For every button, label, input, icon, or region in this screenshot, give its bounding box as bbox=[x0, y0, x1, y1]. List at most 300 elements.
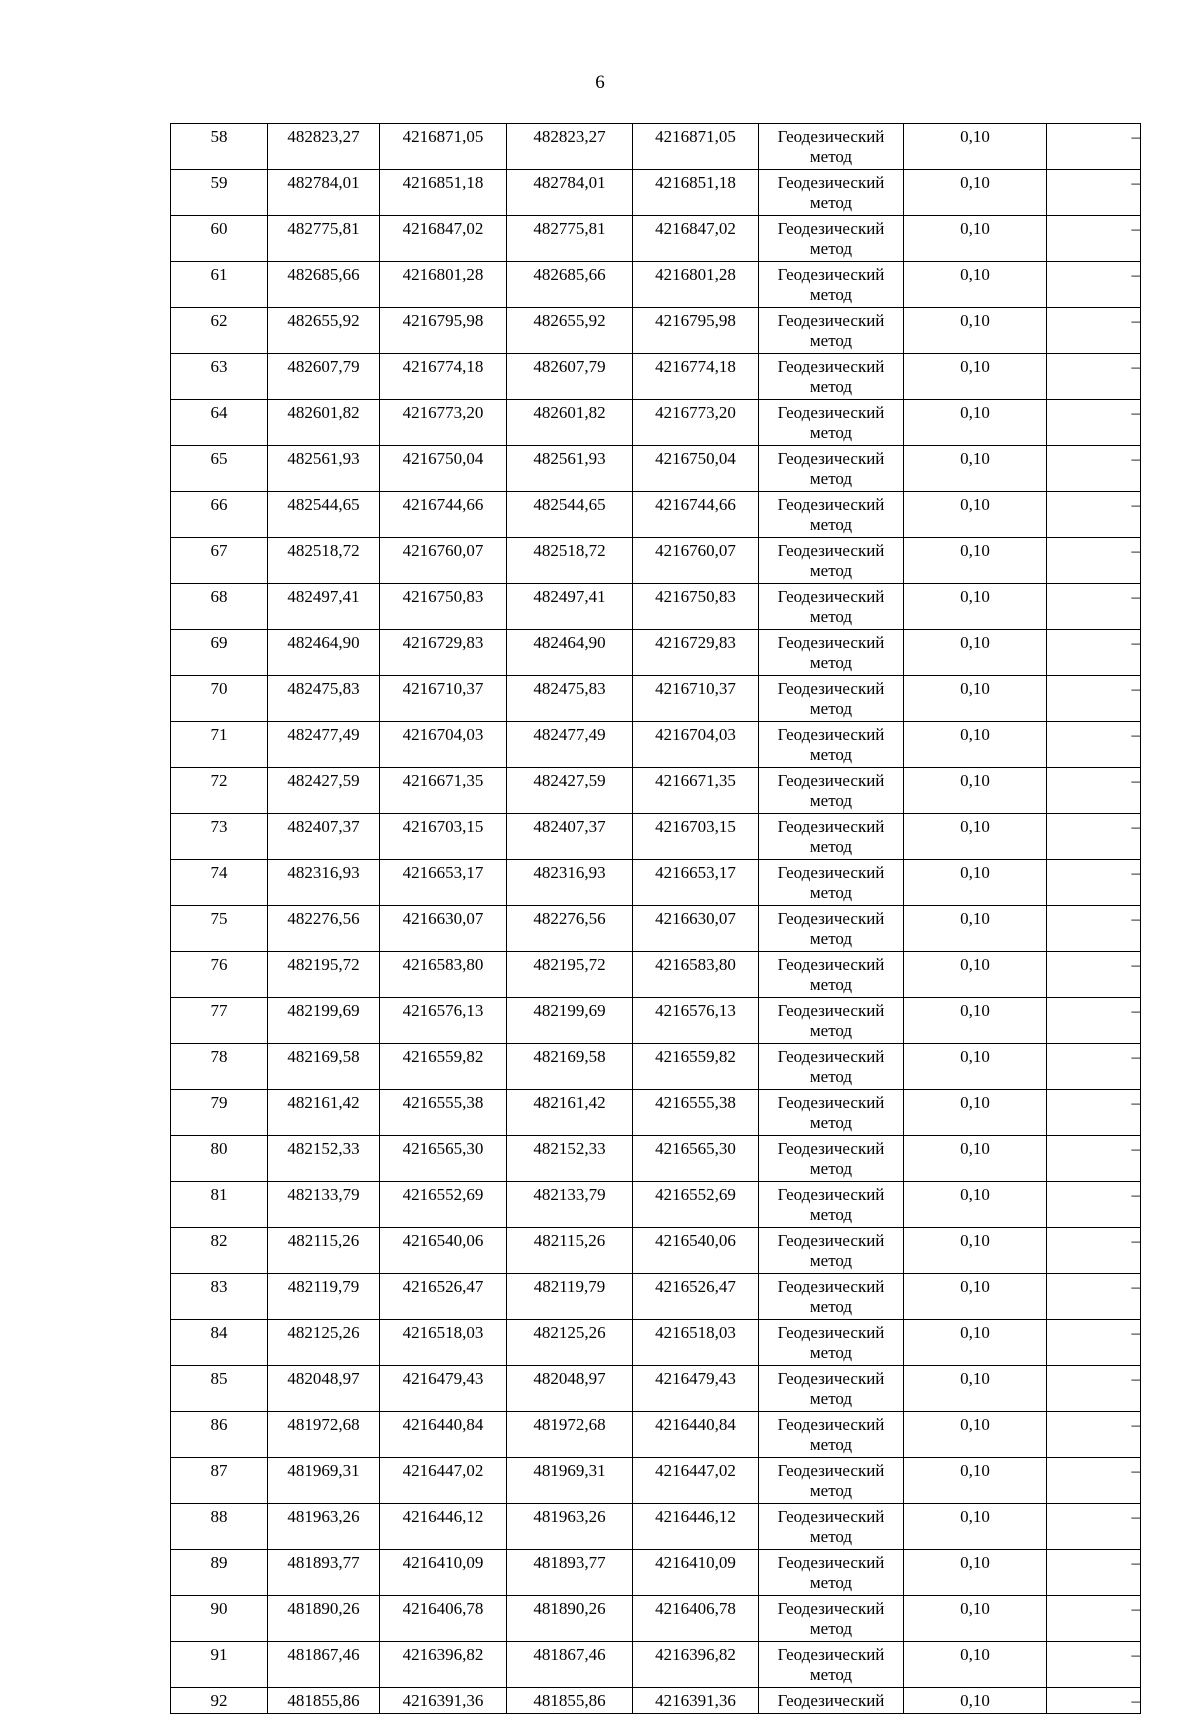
method-line-2: метод bbox=[809, 1113, 853, 1132]
existing-x-cell: 482427,59 bbox=[268, 768, 380, 814]
description-cell: – bbox=[1047, 446, 1141, 492]
method-cell bbox=[759, 1596, 904, 1642]
existing-y-cell: 4216518,03 bbox=[380, 1320, 507, 1366]
existing-x-cell: 482477,49 bbox=[268, 722, 380, 768]
method-cell bbox=[759, 1688, 904, 1714]
coordinates-table bbox=[170, 123, 1141, 1714]
coordinates-table-body bbox=[171, 124, 1141, 1714]
point-number-cell: 76 bbox=[171, 952, 268, 998]
refined-x-cell: 481893,77 bbox=[507, 1550, 633, 1596]
method-line-2: метод bbox=[809, 607, 853, 626]
table-row bbox=[171, 400, 1141, 446]
description-cell: – bbox=[1047, 1182, 1141, 1228]
table-row bbox=[171, 1274, 1141, 1320]
existing-x-cell: 482544,65 bbox=[268, 492, 380, 538]
description-cell: – bbox=[1047, 630, 1141, 676]
table-row bbox=[171, 1688, 1141, 1714]
method-cell bbox=[759, 216, 904, 262]
description-cell: – bbox=[1047, 1504, 1141, 1550]
point-number-cell: 82 bbox=[171, 1228, 268, 1274]
table-row bbox=[171, 1182, 1141, 1228]
method-line-1: Геодезический bbox=[777, 955, 885, 974]
accuracy-cell: 0,10 bbox=[904, 1044, 1047, 1090]
description-cell: – bbox=[1047, 538, 1141, 584]
refined-y-cell: 4216552,69 bbox=[633, 1182, 759, 1228]
description-cell: – bbox=[1047, 1366, 1141, 1412]
refined-y-cell: 4216851,18 bbox=[633, 170, 759, 216]
refined-x-cell: 482823,27 bbox=[507, 124, 633, 170]
point-number-cell: 69 bbox=[171, 630, 268, 676]
table-row bbox=[171, 170, 1141, 216]
table-row bbox=[171, 584, 1141, 630]
description-cell: – bbox=[1047, 1090, 1141, 1136]
existing-y-cell: 4216410,09 bbox=[380, 1550, 507, 1596]
accuracy-cell: 0,10 bbox=[904, 998, 1047, 1044]
method-line-2: метод bbox=[809, 239, 853, 258]
method-line-1: Геодезический bbox=[777, 817, 885, 836]
refined-y-cell: 4216871,05 bbox=[633, 124, 759, 170]
method-line-1: Геодезический bbox=[777, 771, 885, 790]
refined-x-cell: 481972,68 bbox=[507, 1412, 633, 1458]
method-line-2: метод bbox=[809, 331, 853, 350]
method-cell bbox=[759, 768, 904, 814]
method-cell bbox=[759, 400, 904, 446]
existing-x-cell: 482464,90 bbox=[268, 630, 380, 676]
description-cell: – bbox=[1047, 1274, 1141, 1320]
accuracy-cell: 0,10 bbox=[904, 1550, 1047, 1596]
method-cell bbox=[759, 1642, 904, 1688]
point-number-cell: 90 bbox=[171, 1596, 268, 1642]
refined-y-cell: 4216795,98 bbox=[633, 308, 759, 354]
refined-y-cell: 4216630,07 bbox=[633, 906, 759, 952]
table-row bbox=[171, 1642, 1141, 1688]
existing-y-cell: 4216750,04 bbox=[380, 446, 507, 492]
refined-x-cell: 482195,72 bbox=[507, 952, 633, 998]
method-line-1: Геодезический bbox=[777, 633, 885, 652]
method-line-1: Геодезический bbox=[777, 173, 885, 192]
existing-y-cell: 4216750,83 bbox=[380, 584, 507, 630]
refined-y-cell: 4216750,04 bbox=[633, 446, 759, 492]
existing-x-cell: 481855,86 bbox=[268, 1688, 380, 1714]
refined-x-cell: 481969,31 bbox=[507, 1458, 633, 1504]
existing-y-cell: 4216446,12 bbox=[380, 1504, 507, 1550]
method-line-2: метод bbox=[809, 147, 853, 166]
refined-y-cell: 4216729,83 bbox=[633, 630, 759, 676]
method-line-2: метод bbox=[809, 791, 853, 810]
method-line-2: метод bbox=[809, 1343, 853, 1362]
refined-y-cell: 4216559,82 bbox=[633, 1044, 759, 1090]
existing-y-cell: 4216710,37 bbox=[380, 676, 507, 722]
method-line-2: метод bbox=[809, 285, 853, 304]
table-row bbox=[171, 308, 1141, 354]
method-cell bbox=[759, 354, 904, 400]
existing-y-cell: 4216729,83 bbox=[380, 630, 507, 676]
table-row bbox=[171, 1458, 1141, 1504]
point-number-cell: 78 bbox=[171, 1044, 268, 1090]
table-row bbox=[171, 1504, 1141, 1550]
existing-y-cell: 4216760,07 bbox=[380, 538, 507, 584]
point-number-cell: 79 bbox=[171, 1090, 268, 1136]
point-number-cell: 64 bbox=[171, 400, 268, 446]
table-row bbox=[171, 446, 1141, 492]
method-line-2: метод bbox=[809, 653, 853, 672]
description-cell: – bbox=[1047, 170, 1141, 216]
description-cell: – bbox=[1047, 1136, 1141, 1182]
method-line-1: Геодезический bbox=[777, 1323, 885, 1342]
existing-y-cell: 4216447,02 bbox=[380, 1458, 507, 1504]
existing-x-cell: 481893,77 bbox=[268, 1550, 380, 1596]
accuracy-cell: 0,10 bbox=[904, 768, 1047, 814]
point-number-cell: 67 bbox=[171, 538, 268, 584]
refined-x-cell: 482199,69 bbox=[507, 998, 633, 1044]
accuracy-cell: 0,10 bbox=[904, 1320, 1047, 1366]
description-cell: – bbox=[1047, 308, 1141, 354]
method-line-2: метод bbox=[809, 1159, 853, 1178]
method-line-1: Геодезический bbox=[777, 1599, 885, 1618]
accuracy-cell: 0,10 bbox=[904, 860, 1047, 906]
table-row bbox=[171, 860, 1141, 906]
method-cell bbox=[759, 1228, 904, 1274]
existing-y-cell: 4216871,05 bbox=[380, 124, 507, 170]
existing-x-cell: 482655,92 bbox=[268, 308, 380, 354]
existing-y-cell: 4216630,07 bbox=[380, 906, 507, 952]
point-number-cell: 60 bbox=[171, 216, 268, 262]
method-line-2: метод bbox=[809, 1205, 853, 1224]
description-cell: – bbox=[1047, 814, 1141, 860]
accuracy-cell: 0,10 bbox=[904, 1688, 1047, 1714]
existing-x-cell: 482784,01 bbox=[268, 170, 380, 216]
description-cell: – bbox=[1047, 1642, 1141, 1688]
existing-x-cell: 482407,37 bbox=[268, 814, 380, 860]
point-number-cell: 91 bbox=[171, 1642, 268, 1688]
refined-x-cell: 482133,79 bbox=[507, 1182, 633, 1228]
refined-y-cell: 4216774,18 bbox=[633, 354, 759, 400]
refined-x-cell: 482518,72 bbox=[507, 538, 633, 584]
existing-y-cell: 4216440,84 bbox=[380, 1412, 507, 1458]
existing-x-cell: 481890,26 bbox=[268, 1596, 380, 1642]
point-number-cell: 62 bbox=[171, 308, 268, 354]
refined-y-cell: 4216540,06 bbox=[633, 1228, 759, 1274]
method-line-1: Геодезический bbox=[777, 1047, 885, 1066]
existing-x-cell: 482161,42 bbox=[268, 1090, 380, 1136]
accuracy-cell: 0,10 bbox=[904, 308, 1047, 354]
refined-y-cell: 4216704,03 bbox=[633, 722, 759, 768]
method-cell bbox=[759, 538, 904, 584]
refined-y-cell: 4216446,12 bbox=[633, 1504, 759, 1550]
method-line-1: Геодезический bbox=[777, 541, 885, 560]
method-cell bbox=[759, 492, 904, 538]
method-line-1: Геодезический bbox=[777, 1645, 885, 1664]
accuracy-cell: 0,10 bbox=[904, 124, 1047, 170]
existing-x-cell: 481867,46 bbox=[268, 1642, 380, 1688]
refined-x-cell: 482316,93 bbox=[507, 860, 633, 906]
method-line-1: Геодезический bbox=[777, 1231, 885, 1250]
method-cell bbox=[759, 170, 904, 216]
existing-x-cell: 482316,93 bbox=[268, 860, 380, 906]
existing-x-cell: 482119,79 bbox=[268, 1274, 380, 1320]
existing-x-cell: 482133,79 bbox=[268, 1182, 380, 1228]
point-number-cell: 80 bbox=[171, 1136, 268, 1182]
accuracy-cell: 0,10 bbox=[904, 676, 1047, 722]
refined-y-cell: 4216576,13 bbox=[633, 998, 759, 1044]
refined-y-cell: 4216773,20 bbox=[633, 400, 759, 446]
refined-x-cell: 482544,65 bbox=[507, 492, 633, 538]
refined-y-cell: 4216801,28 bbox=[633, 262, 759, 308]
existing-y-cell: 4216773,20 bbox=[380, 400, 507, 446]
existing-y-cell: 4216576,13 bbox=[380, 998, 507, 1044]
table-row bbox=[171, 538, 1141, 584]
refined-x-cell: 482561,93 bbox=[507, 446, 633, 492]
refined-x-cell: 482685,66 bbox=[507, 262, 633, 308]
description-cell: – bbox=[1047, 1044, 1141, 1090]
method-cell bbox=[759, 998, 904, 1044]
description-cell: – bbox=[1047, 722, 1141, 768]
point-number-cell: 73 bbox=[171, 814, 268, 860]
accuracy-cell: 0,10 bbox=[904, 630, 1047, 676]
method-line-2: метод bbox=[809, 929, 853, 948]
refined-x-cell: 481867,46 bbox=[507, 1642, 633, 1688]
existing-y-cell: 4216526,47 bbox=[380, 1274, 507, 1320]
method-line-2: метод bbox=[809, 1297, 853, 1316]
method-line-1: Геодезический bbox=[777, 403, 885, 422]
method-line-1: Геодезический bbox=[777, 1277, 885, 1296]
method-line-1: Геодезический bbox=[777, 1139, 885, 1158]
method-line-1: Геодезический bbox=[777, 1369, 885, 1388]
existing-y-cell: 4216704,03 bbox=[380, 722, 507, 768]
table-row bbox=[171, 354, 1141, 400]
accuracy-cell: 0,10 bbox=[904, 1090, 1047, 1136]
refined-y-cell: 4216703,15 bbox=[633, 814, 759, 860]
existing-y-cell: 4216583,80 bbox=[380, 952, 507, 998]
refined-y-cell: 4216653,17 bbox=[633, 860, 759, 906]
refined-x-cell: 482477,49 bbox=[507, 722, 633, 768]
point-number-cell: 61 bbox=[171, 262, 268, 308]
method-cell bbox=[759, 1182, 904, 1228]
refined-x-cell: 482601,82 bbox=[507, 400, 633, 446]
accuracy-cell: 0,10 bbox=[904, 492, 1047, 538]
method-line-1: Геодезический bbox=[777, 725, 885, 744]
method-cell bbox=[759, 1044, 904, 1090]
existing-y-cell: 4216479,43 bbox=[380, 1366, 507, 1412]
existing-y-cell: 4216396,82 bbox=[380, 1642, 507, 1688]
method-cell bbox=[759, 952, 904, 998]
method-line-2: метод bbox=[809, 1389, 853, 1408]
refined-x-cell: 482655,92 bbox=[507, 308, 633, 354]
table-row bbox=[171, 952, 1141, 998]
table-row bbox=[171, 216, 1141, 262]
method-line-1: Геодезический bbox=[777, 1093, 885, 1112]
existing-y-cell: 4216653,17 bbox=[380, 860, 507, 906]
table-row bbox=[171, 1320, 1141, 1366]
method-line-2: метод bbox=[809, 883, 853, 902]
existing-x-cell: 482199,69 bbox=[268, 998, 380, 1044]
refined-x-cell: 482607,79 bbox=[507, 354, 633, 400]
method-line-2: метод bbox=[809, 515, 853, 534]
accuracy-cell: 0,10 bbox=[904, 952, 1047, 998]
description-cell: – bbox=[1047, 860, 1141, 906]
method-line-2: метод bbox=[809, 1481, 853, 1500]
description-cell: – bbox=[1047, 216, 1141, 262]
description-cell: – bbox=[1047, 1688, 1141, 1714]
description-cell: – bbox=[1047, 1320, 1141, 1366]
method-line-1: Геодезический bbox=[777, 265, 885, 284]
method-line-2: метод bbox=[809, 423, 853, 442]
method-cell bbox=[759, 1504, 904, 1550]
existing-x-cell: 482475,83 bbox=[268, 676, 380, 722]
existing-x-cell: 482561,93 bbox=[268, 446, 380, 492]
method-line-2: метод bbox=[809, 1067, 853, 1086]
accuracy-cell: 0,10 bbox=[904, 1182, 1047, 1228]
existing-y-cell: 4216795,98 bbox=[380, 308, 507, 354]
accuracy-cell: 0,10 bbox=[904, 446, 1047, 492]
description-cell: – bbox=[1047, 998, 1141, 1044]
existing-x-cell: 482276,56 bbox=[268, 906, 380, 952]
description-cell: – bbox=[1047, 676, 1141, 722]
refined-x-cell: 482784,01 bbox=[507, 170, 633, 216]
existing-x-cell: 482775,81 bbox=[268, 216, 380, 262]
existing-x-cell: 482125,26 bbox=[268, 1320, 380, 1366]
existing-x-cell: 481972,68 bbox=[268, 1412, 380, 1458]
method-cell bbox=[759, 1320, 904, 1366]
accuracy-cell: 0,10 bbox=[904, 1228, 1047, 1274]
description-cell: – bbox=[1047, 1596, 1141, 1642]
method-cell bbox=[759, 1274, 904, 1320]
existing-x-cell: 482601,82 bbox=[268, 400, 380, 446]
method-line-2: метод bbox=[809, 1021, 853, 1040]
existing-y-cell: 4216565,30 bbox=[380, 1136, 507, 1182]
table-row bbox=[171, 1136, 1141, 1182]
point-number-cell: 59 bbox=[171, 170, 268, 216]
table-row bbox=[171, 722, 1141, 768]
method-line-1: Геодезический bbox=[777, 679, 885, 698]
description-cell: – bbox=[1047, 906, 1141, 952]
point-number-cell: 88 bbox=[171, 1504, 268, 1550]
description-cell: – bbox=[1047, 768, 1141, 814]
existing-y-cell: 4216744,66 bbox=[380, 492, 507, 538]
point-number-cell: 70 bbox=[171, 676, 268, 722]
existing-y-cell: 4216552,69 bbox=[380, 1182, 507, 1228]
table-row bbox=[171, 1044, 1141, 1090]
method-cell bbox=[759, 722, 904, 768]
refined-x-cell: 482048,97 bbox=[507, 1366, 633, 1412]
existing-y-cell: 4216851,18 bbox=[380, 170, 507, 216]
method-line-1: Геодезический bbox=[777, 1553, 885, 1572]
method-line-1: Геодезический bbox=[777, 127, 885, 146]
existing-x-cell: 482169,58 bbox=[268, 1044, 380, 1090]
refined-y-cell: 4216555,38 bbox=[633, 1090, 759, 1136]
accuracy-cell: 0,10 bbox=[904, 1412, 1047, 1458]
table-row bbox=[171, 676, 1141, 722]
method-cell bbox=[759, 584, 904, 630]
method-cell bbox=[759, 814, 904, 860]
refined-y-cell: 4216406,78 bbox=[633, 1596, 759, 1642]
description-cell: – bbox=[1047, 1412, 1141, 1458]
accuracy-cell: 0,10 bbox=[904, 1504, 1047, 1550]
method-cell bbox=[759, 446, 904, 492]
existing-x-cell: 481963,26 bbox=[268, 1504, 380, 1550]
refined-y-cell: 4216565,30 bbox=[633, 1136, 759, 1182]
refined-y-cell: 4216847,02 bbox=[633, 216, 759, 262]
table-row bbox=[171, 1090, 1141, 1136]
method-line-1: Геодезический bbox=[777, 1507, 885, 1526]
method-line-2: метод bbox=[809, 1251, 853, 1270]
method-line-1: Геодезический bbox=[777, 1461, 885, 1480]
accuracy-cell: 0,10 bbox=[904, 1458, 1047, 1504]
refined-y-cell: 4216750,83 bbox=[633, 584, 759, 630]
existing-x-cell: 482823,27 bbox=[268, 124, 380, 170]
point-number-cell: 74 bbox=[171, 860, 268, 906]
accuracy-cell: 0,10 bbox=[904, 170, 1047, 216]
page-number: 6 bbox=[595, 72, 605, 93]
point-number-cell: 89 bbox=[171, 1550, 268, 1596]
point-number-cell: 75 bbox=[171, 906, 268, 952]
description-cell: – bbox=[1047, 400, 1141, 446]
table-row bbox=[171, 998, 1141, 1044]
point-number-cell: 84 bbox=[171, 1320, 268, 1366]
description-cell: – bbox=[1047, 492, 1141, 538]
method-cell bbox=[759, 262, 904, 308]
method-cell bbox=[759, 860, 904, 906]
existing-y-cell: 4216847,02 bbox=[380, 216, 507, 262]
existing-x-cell: 482685,66 bbox=[268, 262, 380, 308]
accuracy-cell: 0,10 bbox=[904, 538, 1047, 584]
refined-x-cell: 482407,37 bbox=[507, 814, 633, 860]
accuracy-cell: 0,10 bbox=[904, 1642, 1047, 1688]
accuracy-cell: 0,10 bbox=[904, 216, 1047, 262]
refined-y-cell: 4216447,02 bbox=[633, 1458, 759, 1504]
accuracy-cell: 0,10 bbox=[904, 262, 1047, 308]
description-cell: – bbox=[1047, 1550, 1141, 1596]
method-line-1: Геодезический bbox=[777, 1185, 885, 1204]
method-line-1: Геодезический bbox=[777, 495, 885, 514]
refined-y-cell: 4216391,36 bbox=[633, 1688, 759, 1714]
description-cell: – bbox=[1047, 262, 1141, 308]
method-line-2: метод bbox=[809, 469, 853, 488]
point-number-cell: 58 bbox=[171, 124, 268, 170]
refined-x-cell: 481963,26 bbox=[507, 1504, 633, 1550]
method-line-2: метод bbox=[809, 837, 853, 856]
refined-y-cell: 4216479,43 bbox=[633, 1366, 759, 1412]
point-number-cell: 81 bbox=[171, 1182, 268, 1228]
method-line-1: Геодезический bbox=[777, 909, 885, 928]
refined-y-cell: 4216396,82 bbox=[633, 1642, 759, 1688]
refined-y-cell: 4216744,66 bbox=[633, 492, 759, 538]
accuracy-cell: 0,10 bbox=[904, 722, 1047, 768]
method-line-2: метод bbox=[809, 699, 853, 718]
existing-x-cell: 482115,26 bbox=[268, 1228, 380, 1274]
refined-x-cell: 482276,56 bbox=[507, 906, 633, 952]
accuracy-cell: 0,10 bbox=[904, 400, 1047, 446]
refined-x-cell: 482115,26 bbox=[507, 1228, 633, 1274]
method-line-2: метод bbox=[809, 1665, 853, 1684]
description-cell: – bbox=[1047, 584, 1141, 630]
table-row bbox=[171, 492, 1141, 538]
method-line-2: метод bbox=[809, 193, 853, 212]
method-line-1: Геодезический bbox=[777, 449, 885, 468]
method-line-2: метод bbox=[809, 377, 853, 396]
accuracy-cell: 0,10 bbox=[904, 906, 1047, 952]
method-line-1: Геодезический bbox=[777, 219, 885, 238]
existing-x-cell: 482518,72 bbox=[268, 538, 380, 584]
existing-x-cell: 482152,33 bbox=[268, 1136, 380, 1182]
method-cell bbox=[759, 1458, 904, 1504]
point-number-cell: 86 bbox=[171, 1412, 268, 1458]
method-cell bbox=[759, 630, 904, 676]
refined-y-cell: 4216526,47 bbox=[633, 1274, 759, 1320]
method-cell bbox=[759, 308, 904, 354]
point-number-cell: 68 bbox=[171, 584, 268, 630]
existing-y-cell: 4216774,18 bbox=[380, 354, 507, 400]
